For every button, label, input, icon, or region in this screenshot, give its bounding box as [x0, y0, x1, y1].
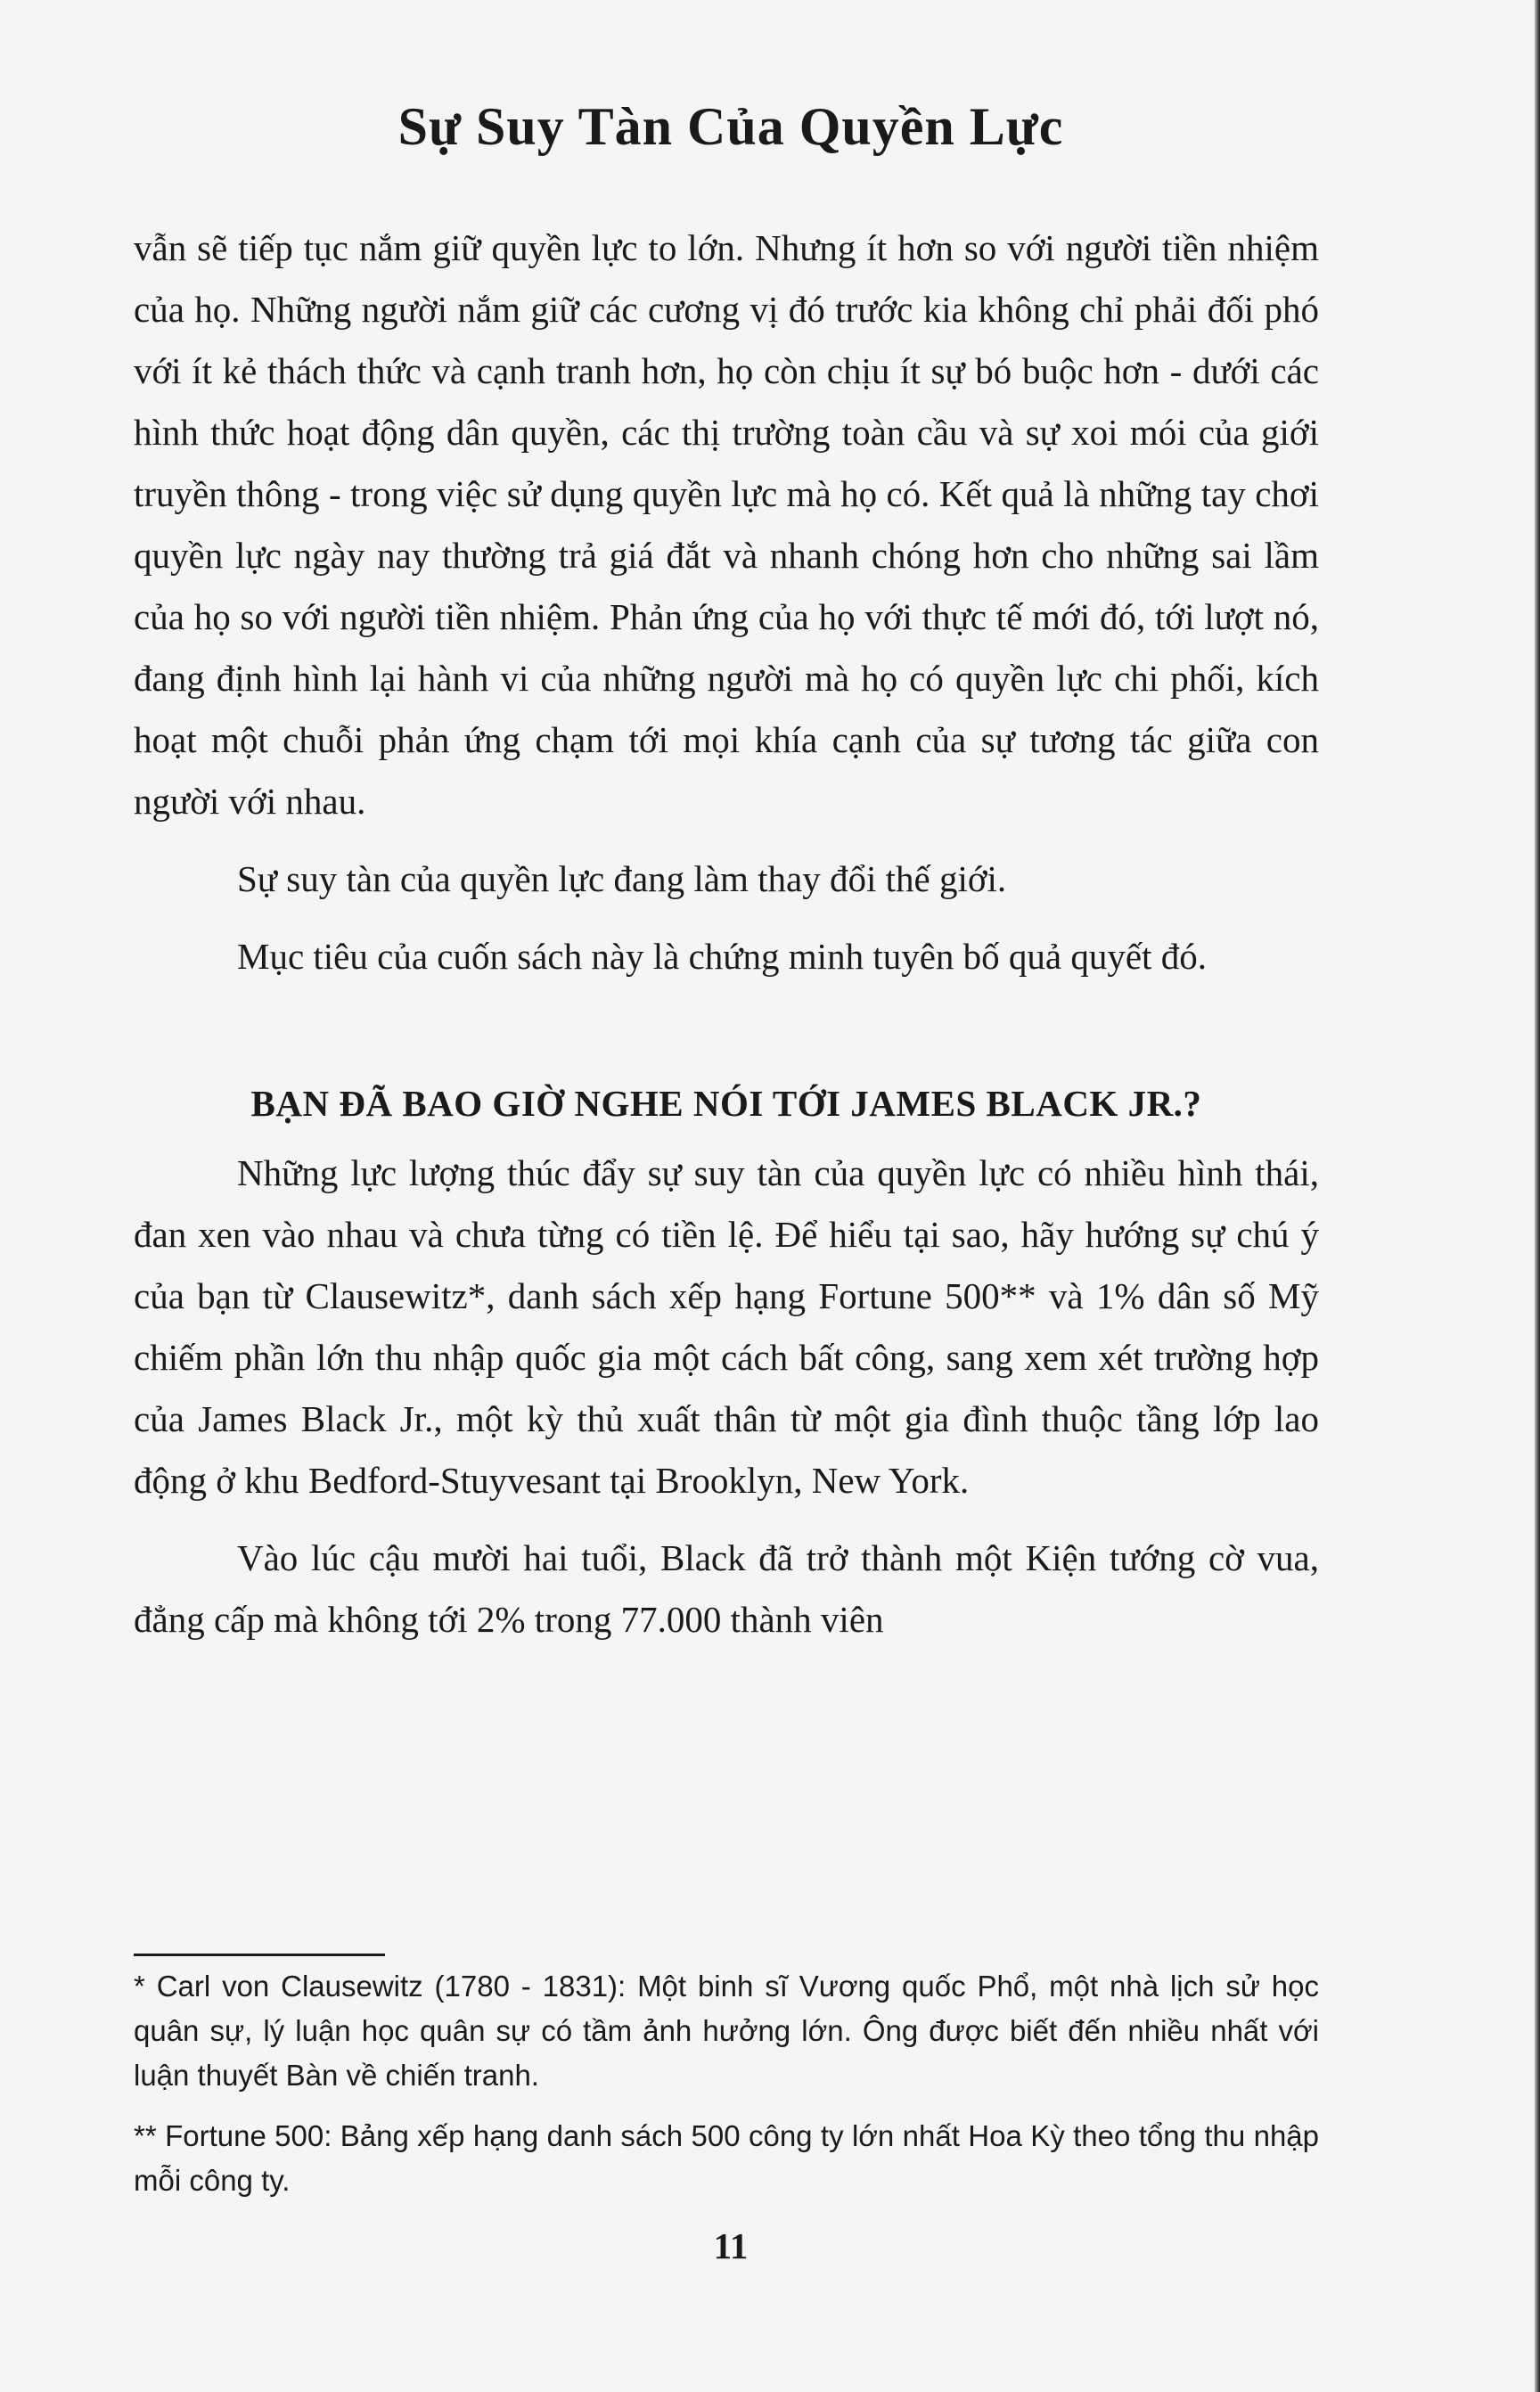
footnotes: [134, 1964, 1319, 2203]
running-header: Sự Suy Tàn Của Quyền Lực: [397, 97, 1064, 156]
paragraph: Những lực lượng thúc đẩy sự suy tàn của quyền lực có nhiều hình thái, đan xen vào nhau và chưa từng có tiền lệ. Để hiểu tại sao, hãy hướng sự chú ý của bạn từ Clausewitz*, danh sách xếp hạng Fortune 500** và 1% dân số Mỹ chiếm phần lớn thu nhập quốc gia một cách bất công, sang xem xét trường hợp của James Black Jr., một kỳ thủ xuất thân từ một gia đình thuộc tầng lớp lao động ở khu Bedford-Stuyvesant tại Brooklyn, New York.: [134, 1152, 1319, 1501]
paragraph: Sự suy tàn của quyền lực đang làm thay đổi thế giới.: [237, 858, 1007, 899]
paragraph: Mục tiêu của cuốn sách này là chứng minh tuyên bố quả quyết đó.: [237, 936, 1207, 977]
footnote: ** Fortune 500: Bảng xếp hạng danh sách 500 công ty lớn nhất Hoa Kỳ theo tổng thu nhập mỗi công ty.: [134, 2119, 1319, 2197]
paragraph-continued: vẫn sẽ tiếp tục nắm giữ quyền lực to lớn. Nhưng ít hơn so với người tiền nhiệm của họ. Những người nắm giữ các cương vị đó trước kia không chỉ phải đối phó với ít kẻ thách thức và cạnh tranh hơn, họ còn chịu ít sự bó buộc hơn - dưới các hình thức hoạt động dân quyền, các thị trường toàn cầu và sự xoi mói của giới truyền thông - trong việc sử dụng quyền lực mà họ có. Kết quả là những tay chơi quyền lực ngày nay thường trả giá đắt và nhanh chóng hơn cho những sai lầm của họ so với người tiền nhiệm. Phản ứng của họ với thực tế mới đó, tới lượt nó, đang định hình lại hành vi của những người mà họ có quyền lực chi phối, kích hoạt một chuỗi phản ứng chạm tới mọi khía cạnh của sự tương tác giữa con người với nhau.: [134, 227, 1319, 822]
body-text: [134, 217, 1319, 1651]
paragraph: Vào lúc cậu mười hai tuổi, Black đã trở thành một Kiện tướng cờ vua, đẳng cấp mà không tới 2% trong 77.000 thành viên: [134, 1537, 1319, 1640]
section-heading: BẠN ĐÃ BAO GIỜ NGHE NÓI TỚI JAMES BLACK JR.?: [250, 1083, 1202, 1124]
footnote: * Carl von Clausewitz (1780 - 1831): Một binh sĩ Vương quốc Phổ, một nhà lịch sử học quân sự, lý luận học quân sự có tầm ảnh hưởng lớn. Ông được biết đến nhiều nhất với luận thuyết Bàn về chiến tranh.: [134, 1970, 1319, 2092]
page-edge-shadow: [1535, 0, 1540, 2392]
footnote-divider: [134, 1954, 385, 1956]
page-number: 11: [713, 2225, 749, 2266]
